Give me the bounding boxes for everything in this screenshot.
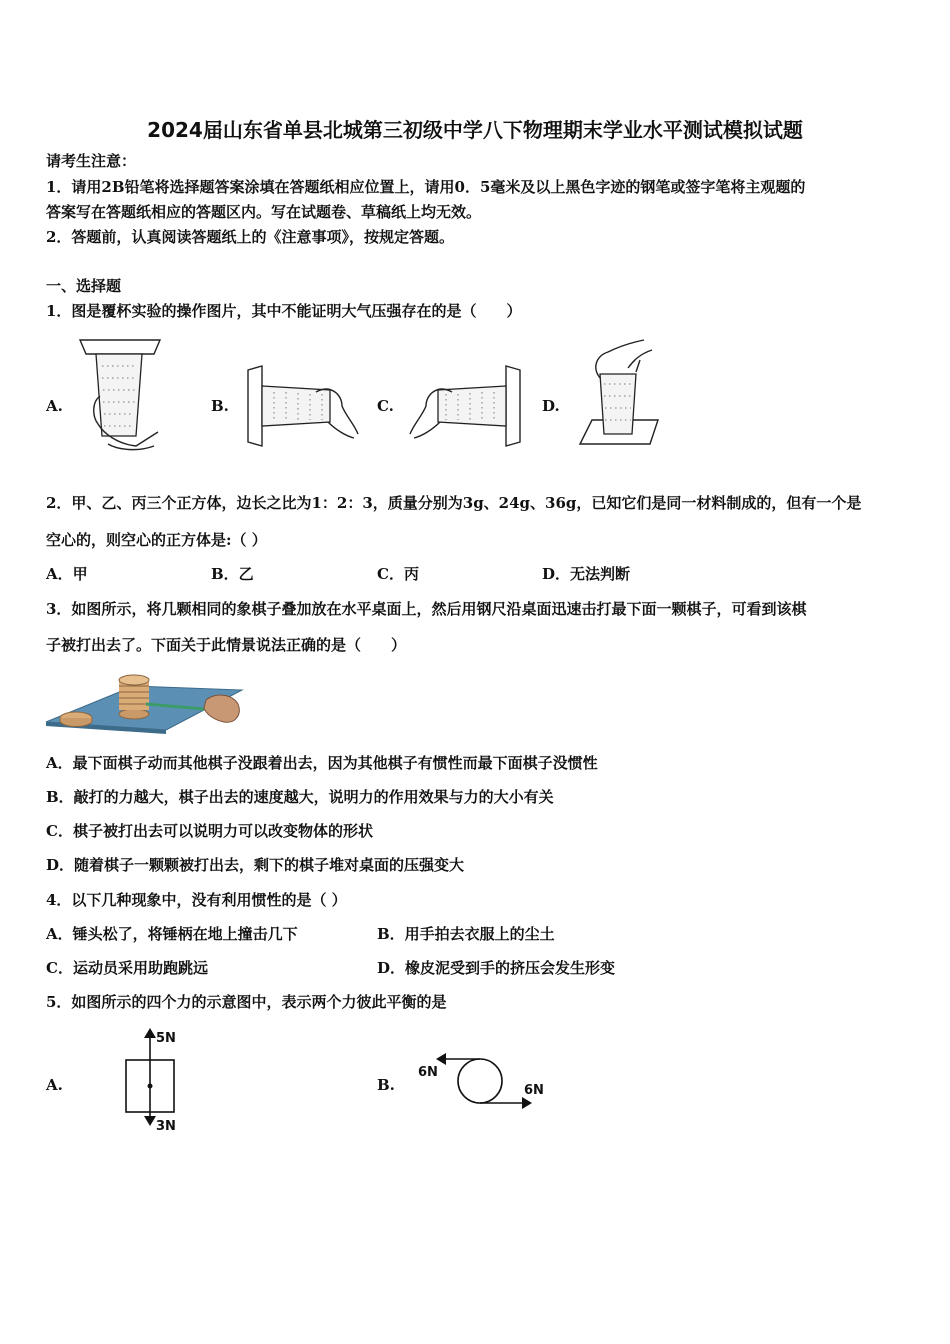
q1-label-a: A. [46, 397, 63, 415]
q3-option-b: B．敲打的力越大，棋子出去的速度越大，说明力的作用效果与力的大小有关 [46, 788, 554, 806]
q1-figure-b [246, 364, 360, 450]
q3-option-c: C．棋子被打出去可以说明力可以改变物体的形状 [46, 822, 373, 840]
q5-stem: 5．如图所示的四个力的示意图中，表示两个力彼此平衡的是 [46, 993, 447, 1011]
q2-option-d: D．无法判断 [542, 565, 631, 583]
q5-figure-a-down-label: 3N [156, 1119, 176, 1134]
q5-figure-b-right-label: 6N [524, 1083, 544, 1098]
notice-line-1: 1．请用2B铅笔将选择题答案涂填在答题纸相应位置上，请用0．5毫米及以上黑色字迹的钢笔或签字笔将主观题的 [46, 178, 806, 196]
q1-stem: 1．图是覆杯实验的操作图片，其中不能证明大气压强存在的是（ ） [46, 302, 522, 320]
q3-option-d: D．随着棋子一颗颗被打出去，剩下的棋子堆对桌面的压强变大 [46, 856, 465, 874]
notice-line-1b: 答案写在答题纸相应的答题区内。写在试题卷、草稿纸上均无效。 [46, 203, 482, 221]
q4-option-b: B．用手拍去衣服上的尘土 [377, 925, 555, 943]
q4-option-a: A．锤头松了，将锤柄在地上撞击几下 [46, 925, 298, 943]
q1-label-b: B. [211, 397, 229, 415]
q2-option-a: A．甲 [46, 565, 88, 583]
q5-label-a: A. [46, 1076, 63, 1094]
q2-stem-1: 2．甲、乙、丙三个正方体，边长之比为1：2：3，质量分别为3g、24g、36g，已知它们是同一材料制成的，但有一个是 [46, 494, 862, 512]
q5-figure-a-up-label: 5N [156, 1031, 176, 1046]
notice-line-2: 2．答题前，认真阅读答题纸上的《注意事项》，按规定答题。 [46, 228, 454, 246]
q2-option-b: B．乙 [211, 565, 254, 583]
q1-label-d: D. [542, 397, 560, 415]
q5-figure-b [416, 1046, 546, 1112]
q5-figure-a [118, 1026, 188, 1136]
q1-figure-a [78, 336, 168, 454]
q5-figure-b-left-label: 6N [418, 1065, 438, 1080]
notice-heading: 请考生注意： [46, 152, 137, 170]
q3-stem-2: 子被打出去了。下面关于此情景说法正确的是（ ） [46, 636, 407, 654]
q2-stem-2: 空心的，则空心的正方体是:（ ） [46, 531, 267, 549]
q4-stem: 4．以下几种现象中，没有利用惯性的是（ ） [46, 891, 347, 909]
q3-stem-1: 3．如图所示，将几颗相同的象棋子叠加放在水平桌面上，然后用钢尺沿桌面迅速击打最下面一颗棋子，可看到该棋 [46, 600, 807, 618]
page-title: 2024届山东省单县北城第三初级中学八下物理期末学业水平测试模拟试题 [147, 118, 803, 142]
q2-option-c: C．丙 [377, 565, 419, 583]
q5-label-b: B. [377, 1076, 395, 1094]
q3-figure-chess-pieces [46, 670, 244, 736]
q1-figure-c [408, 364, 522, 450]
q4-option-d: D．橡皮泥受到手的挤压会发生形变 [377, 959, 616, 977]
q4-option-c: C．运动员采用助跑跳远 [46, 959, 208, 977]
section-heading: 一、选择题 [46, 277, 122, 295]
q3-option-a: A．最下面棋子动而其他棋子没跟着出去，因为其他棋子有惯性而最下面棋子没惯性 [46, 754, 598, 772]
q1-label-c: C. [377, 397, 394, 415]
q1-figure-d [574, 338, 666, 450]
